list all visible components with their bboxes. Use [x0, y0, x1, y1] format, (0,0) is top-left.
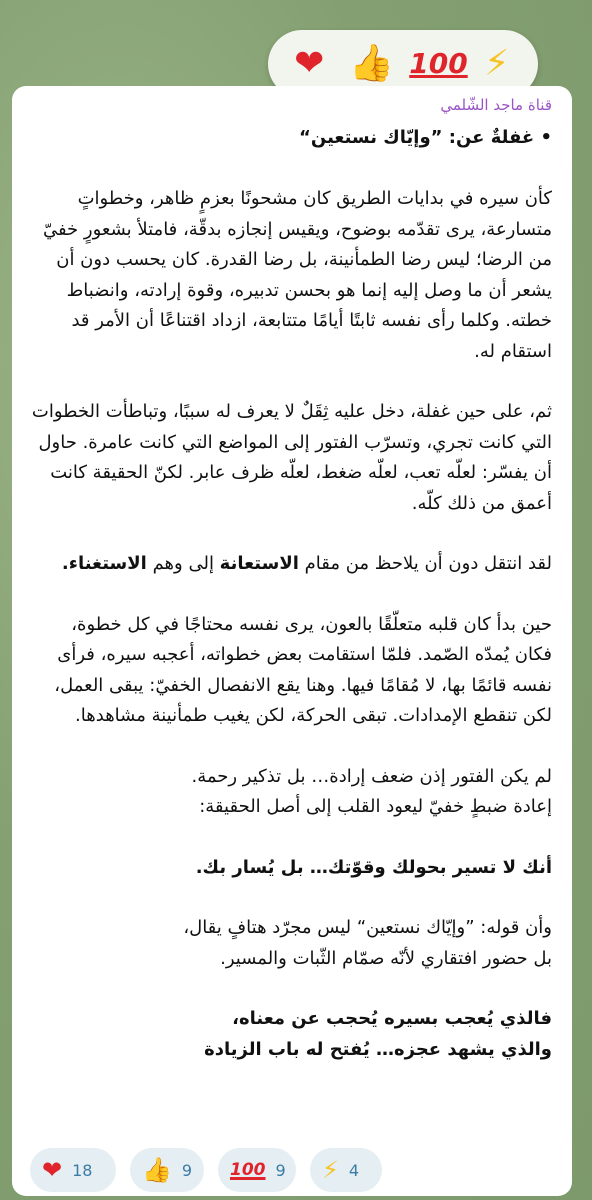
paragraph-6: أنك لا تسير بحولك وقوّتك… بل يُسار بك. — [195, 856, 552, 878]
paragraph-5-line-1: لم يكن الفتور إذن ضعف إرادة… بل تذكير رحمة. — [191, 765, 552, 787]
reaction-lightning[interactable] — [310, 1148, 382, 1192]
thumbs-up-icon[interactable]: 👍 — [349, 43, 395, 84]
paragraph-4: حين بدأ كان قلبه متعلّقًا بالعون، يرى نفسه محتاجًا في كل خطوة، فكان يُمدّه الصّمد. فلمّا استقامت بعض خطواته، أعجبه سيره، فرأى نفسه قائمًا بها، لا مُقامًا فيها. وهنا يقع الانفصال الخفيّ: يبقى العمل، لكن تنقطع الإمدادات. تبقى الحركة، لكن يغيب طمأنينة مشاهدها. — [54, 613, 552, 726]
paragraph-2: ثم، على حين غفلة، دخل عليه ثِقَلٌ لا يعرف له سببًا، وتباطأت الخطوات التي كانت تجري، وتسرّب الفتور إلى المواضع التي كانت عامرة. حاول أن يفسّر: لعلّه تعب، لعلّه ضغط، لعلّه ظرف عابر. لكنّ الحقيقة كانت أعمق من ذلك كلّه. — [31, 401, 552, 514]
paragraph-3-text-2: إلى وهم — [146, 553, 220, 574]
lightning-icon: ⚡ — [322, 1156, 339, 1184]
reaction-count: 4 — [348, 1160, 360, 1180]
heart-icon[interactable]: ❤ — [294, 43, 325, 84]
paragraph-3 — [30, 549, 552, 580]
lightning-icon[interactable]: ⚡ — [484, 43, 510, 84]
paragraph-8-line-2: والذي يشهد عجزه… يُفتح له باب الزيادة — [204, 1038, 552, 1060]
reaction-hundred[interactable] — [218, 1148, 296, 1192]
reaction-thumbs-up[interactable] — [130, 1148, 204, 1192]
bold-istighna: الاستغناء. — [61, 553, 147, 574]
message-text — [30, 122, 552, 1065]
channel-name[interactable]: قناة ماجد الشّلمي — [440, 96, 552, 114]
reaction-heart[interactable] — [30, 1148, 116, 1192]
paragraph-3-text: لقد انتقل دون أن يلاحظ من مقام — [298, 553, 552, 574]
paragraph-7-line-2: بل حضور افتقاري لأنّه صمّام الثّبات والمسير. — [220, 947, 552, 969]
message-title: • غفلةٌ عن: ”وإيّاك نستعين“ — [299, 127, 552, 148]
message-bubble — [12, 86, 572, 1196]
thumbs-up-icon: 👍 — [142, 1156, 172, 1184]
paragraph-8-line-1: فالذي يُعجب بسيره يُحجب عن معناه، — [232, 1008, 552, 1029]
reaction-count: 18 — [72, 1160, 93, 1180]
reactions-bar — [30, 1148, 382, 1192]
reaction-count: 9 — [275, 1160, 286, 1180]
bold-istiana: الاستعانة — [219, 553, 299, 574]
hundred-points-icon[interactable]: 100 — [409, 47, 468, 80]
heart-icon: ❤ — [42, 1156, 63, 1184]
paragraph-5-line-2: إعادة ضبطٍ خفيّ ليعود القلب إلى أصل الحقيقة: — [199, 796, 552, 817]
reaction-count: 9 — [181, 1160, 193, 1180]
hundred-points-icon: 100 — [230, 1159, 266, 1180]
paragraph-7-line-1: وأن قوله: ”وإيّاك نستعين“ ليس مجرّد هتافٍ يقال، — [183, 917, 552, 938]
paragraph-1: كأن سيره في بدايات الطريق كان مشحونًا بعزمٍ ظاهر، وخطواتٍ متسارعة، يرى تقدّمه بوضوح، ويقيس إنجازه بدقّة، فامتلأ بشعورٍ خفيّ من الرضا؛ ليس رضا الطمأنينة، بل رضا القدرة. كان يحسب دون أن يشعر أن ما وصل إليه إنما هو بحسن تدبيره، وقوة إرادته، وانضباط خطته. وكلما رأى نفسه ثابتًا أيامًا متتابعة، ازداد اقتناعًا أن الأمر قد استقام له. — [42, 188, 552, 362]
